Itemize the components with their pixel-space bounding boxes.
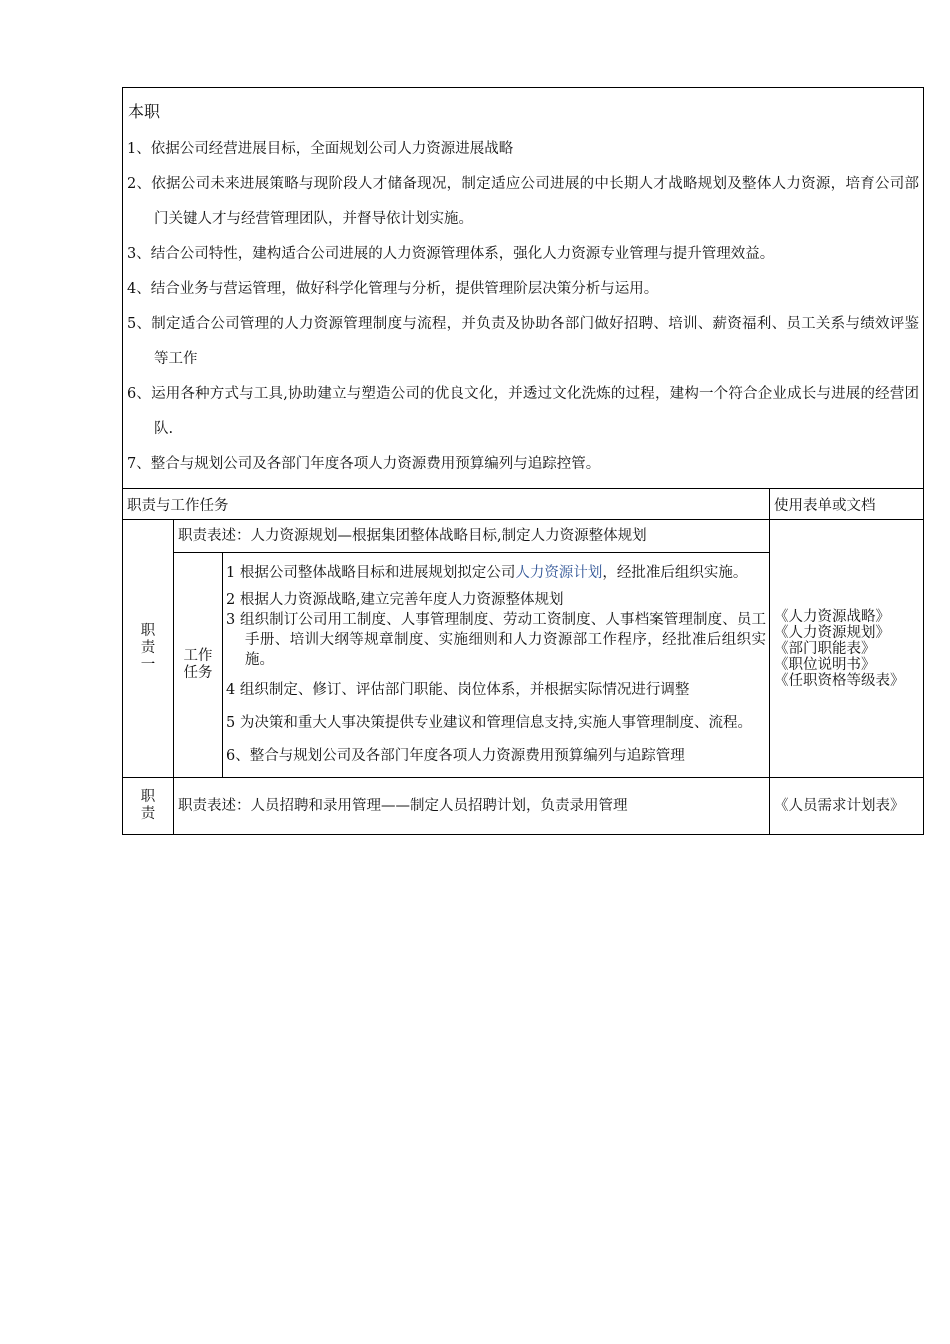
intro-cell [123,88,924,489]
tasks-header: 职责与工作任务 [123,489,770,520]
docs-header: 使用表单或文档 [770,489,924,520]
doc-name: 《任职资格等级表》 [774,672,905,689]
header-row [123,489,924,520]
intro-title: 本职 [128,102,161,121]
job-duties-table [122,87,924,835]
duty1-docs [770,520,924,778]
duty1-summary-row [123,520,924,553]
doc-name: 《人力资源战略》 [774,608,890,625]
duty2-label-char: 职 [140,789,156,805]
task-2: 2 根据人力资源战略,建立完善年度人力资源整体规划 [226,592,564,608]
task-1-text: 1 根据公司整体战略目标和进展规划拟定公司 [226,565,516,581]
duty1-summary: 职责表述：人力资源规划—根据集团整体战略目标,制定人力资源整体规划 [174,520,770,553]
doc-name: 《职位说明书》 [774,656,876,673]
duty2-row [123,778,924,835]
duty2-summary: 职责表述：人员招聘和录用管理——制定人员招聘计划，负责录用管理 [174,778,770,835]
task-1 [226,557,766,590]
doc-name: 《人员需求计划表》 [774,798,905,814]
intro-item-3: 3、结合公司特性，建构适合公司进展的人力资源管理体系，强化人力资源专业管理与提升管理效益。 [127,246,775,262]
intro-item-4: 4、结合业务与营运管理，做好科学化管理与分析，提供管理阶层决策分析与运用。 [127,281,659,297]
duty2-label-char: 责 [140,806,156,822]
intro-item-6: 6、运用各种方式与工具,协助建立与塑造公司的优良文化，并透过文化洗炼的过程，建构一个符合企业成长与进展的经营团队. [127,386,920,437]
intro-item-2: 2、依据公司未来进展策略与现阶段人才储备现况，制定适应公司进展的中长期人才战略规划及整体人力资源，培育公司部门关键人才与经营管理团队，并督导依计划实施。 [127,176,920,227]
duty1-tasks [223,553,770,778]
duty1-label-char: 一 [140,657,156,673]
task-1-text-end: ，经批准后组织实施。 [602,565,748,581]
work-tasks-label-line: 工作 [183,648,213,664]
task-4: 4 组织制定、修订、评估部门职能、岗位体系，并根据实际情况进行调整 [226,682,690,698]
task-3: 3 组织制订公司用工制度、人事管理制度、劳动工资制度、人事档案管理制度、员工手册、培训大纲等规章制度、实施细则和人力资源部工作程序，经批准后组织实施。 [226,612,766,668]
work-tasks-label [174,553,223,778]
task-6: 6、整合与规划公司及各部门年度各项人力资源费用预算编列与追踪管理 [226,748,685,764]
work-tasks-label-line: 任务 [183,665,213,681]
intro-item-5: 5、制定适合公司管理的人力资源管理制度与流程，并负责及协助各部门做好招聘、培训、薪资福利、员工关系与绩效评鉴等工作 [127,316,920,367]
intro-item-1: 1、依据公司经营进展目标，全面规划公司人力资源进展战略 [127,141,514,157]
intro-row [123,88,924,489]
duty1-label-char: 职 [140,623,156,639]
intro-item-7: 7、整合与规划公司及各部门年度各项人力资源费用预算编列与追踪控管。 [127,456,601,472]
duty1-label [123,520,174,778]
duty2-label [123,778,174,835]
doc-name: 《部门职能表》 [774,640,876,657]
duty1-label-char: 责 [140,640,156,656]
duty2-docs [770,778,924,835]
task-5: 5 为决策和重大人事决策提供专业建议和管理信息支持,实施人事管理制度、流程。 [226,715,752,731]
doc-name: 《人力资源规划》 [774,624,890,641]
hr-plan-link[interactable]: 人力资源计划 [515,565,603,581]
